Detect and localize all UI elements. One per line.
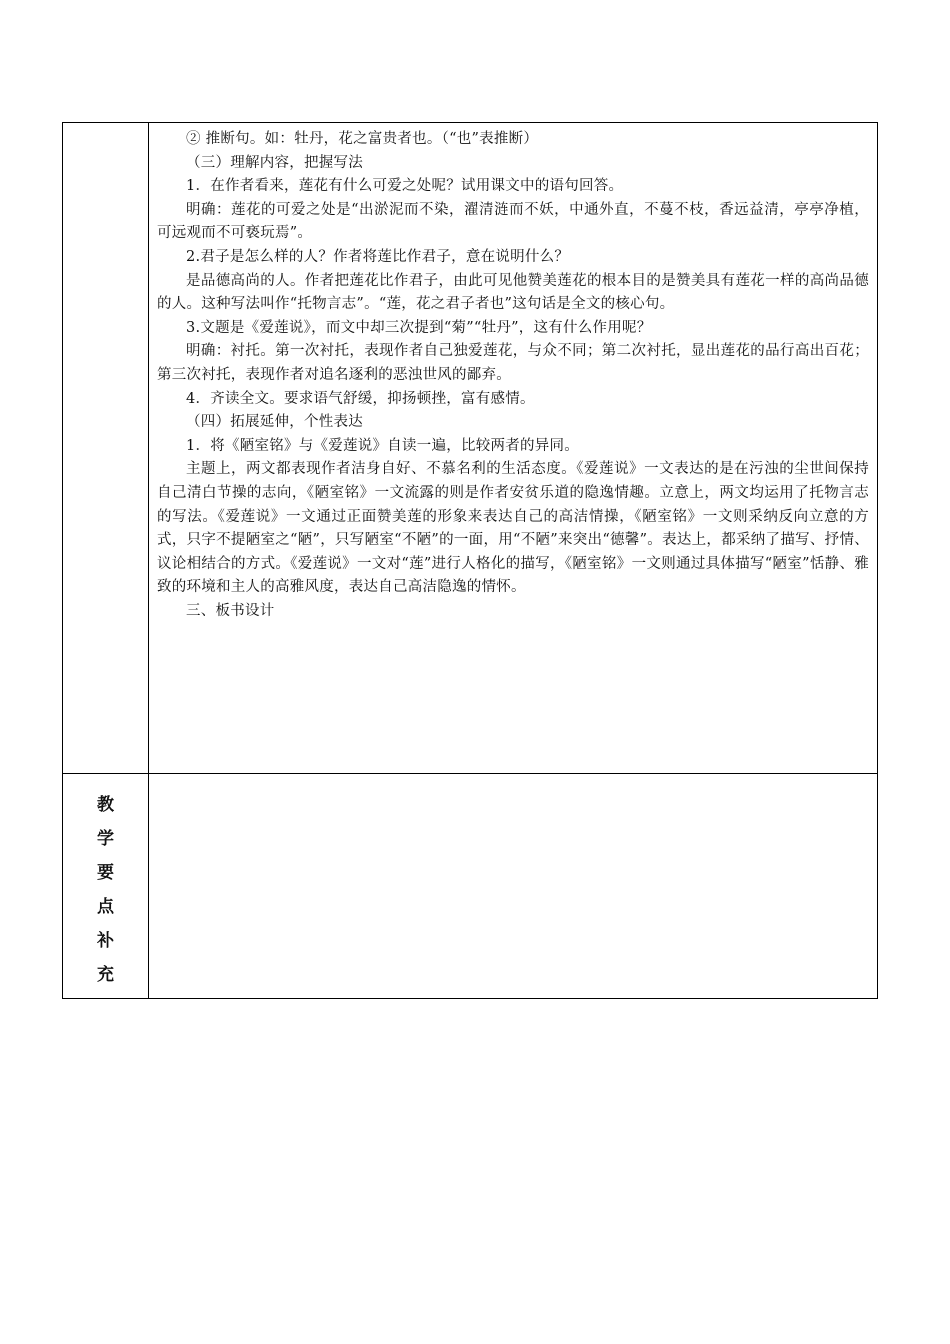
answer: 是品德高尚的人。作者把莲花比作君子，由此可见他赞美莲花的根本目的是赞美具有莲花一样的高尚品德的人。这种写法叫作“托物言志”。“莲，花之君子者也”这句话是全文的核心句。 — [157, 272, 869, 313]
answer: 明确：衬托。第一次衬托，表现作者自己独爱莲花，与众不同；第二次衬托，显出莲花的品行高出百花；第三次衬托，表现作者对追名逐利的恶浊世风的鄙弃。 — [157, 343, 869, 383]
supplement-row — [63, 774, 878, 999]
label-char: 补 — [97, 931, 114, 951]
answer: 主题上，两文都表现作者洁身自好、不慕名利的生活态度。《爱莲说》一文表达的是在污浊的尘世间保持自己清白节操的志向，《陋室铭》一文流露的则是作者安贫乐道的隐逸情趣。立意上，两文均运用了托物言志的写法。《爱莲说》一文通过正面赞美莲的形象来表达自己的高洁情操，《陋室铭》一文则采纳反向立意的方式，只字不提陋室之“陋”，只写陋室“不陋”的一面，用“不陋”来突出“德馨”。表达上，都采纳了描写、抒情、议论相结合的方式。《爱莲说》一文对“莲”进行人格化的描写，《陋室铭》一文则通过具体描写“陋室”恬静、雅致的环境和主人的高雅风度，表达自己高洁隐逸的情怀。 — [157, 461, 869, 596]
instruction: 4．齐读全文。要求语气舒缓，抑扬顿挫，富有感情。 — [186, 390, 535, 407]
label-char: 学 — [97, 829, 114, 849]
label-char: 教 — [97, 795, 114, 815]
supplement-label-cell — [63, 774, 149, 999]
label-char: 充 — [97, 965, 114, 985]
question: 1．在作者看来，莲花有什么可爱之处呢？试用课文中的语句回答。 — [186, 178, 624, 195]
teaching-process-row — [63, 123, 878, 774]
supplement-content-cell — [149, 774, 878, 999]
section-heading: （三）理解内容，把握写法 — [186, 154, 363, 171]
paragraph: ② 推断句。如：牡丹，花之富贵者也。（“也”表推断） — [186, 131, 539, 147]
question: 1．将《陋室铭》与《爱莲说》自读一遍，比较两者的异同。 — [186, 437, 579, 454]
teaching-process-content-cell — [149, 123, 878, 774]
label-char: 点 — [97, 897, 114, 917]
section-heading: （四）拓展延伸，个性表达 — [186, 414, 363, 431]
section-heading: 三、板书设计 — [186, 602, 275, 619]
label-char: 要 — [97, 863, 114, 883]
lesson-plan-table — [62, 122, 878, 999]
question: 2.君子是怎么样的人？作者将莲比作君子，意在说明什么？ — [186, 248, 570, 265]
supplement-label — [63, 774, 148, 992]
answer: 明确：莲花的可爱之处是“出淤泥而不染，濯清涟而不妖，中通外直，不蔓不枝，香远益清，亭亭净植，可远观而不可亵玩焉”。 — [157, 201, 869, 242]
teaching-process-label-cell — [63, 123, 149, 774]
question: 3.文题是《爱莲说》，而文中却三次提到“菊”“牡丹”，这有什么作用呢？ — [186, 319, 652, 336]
